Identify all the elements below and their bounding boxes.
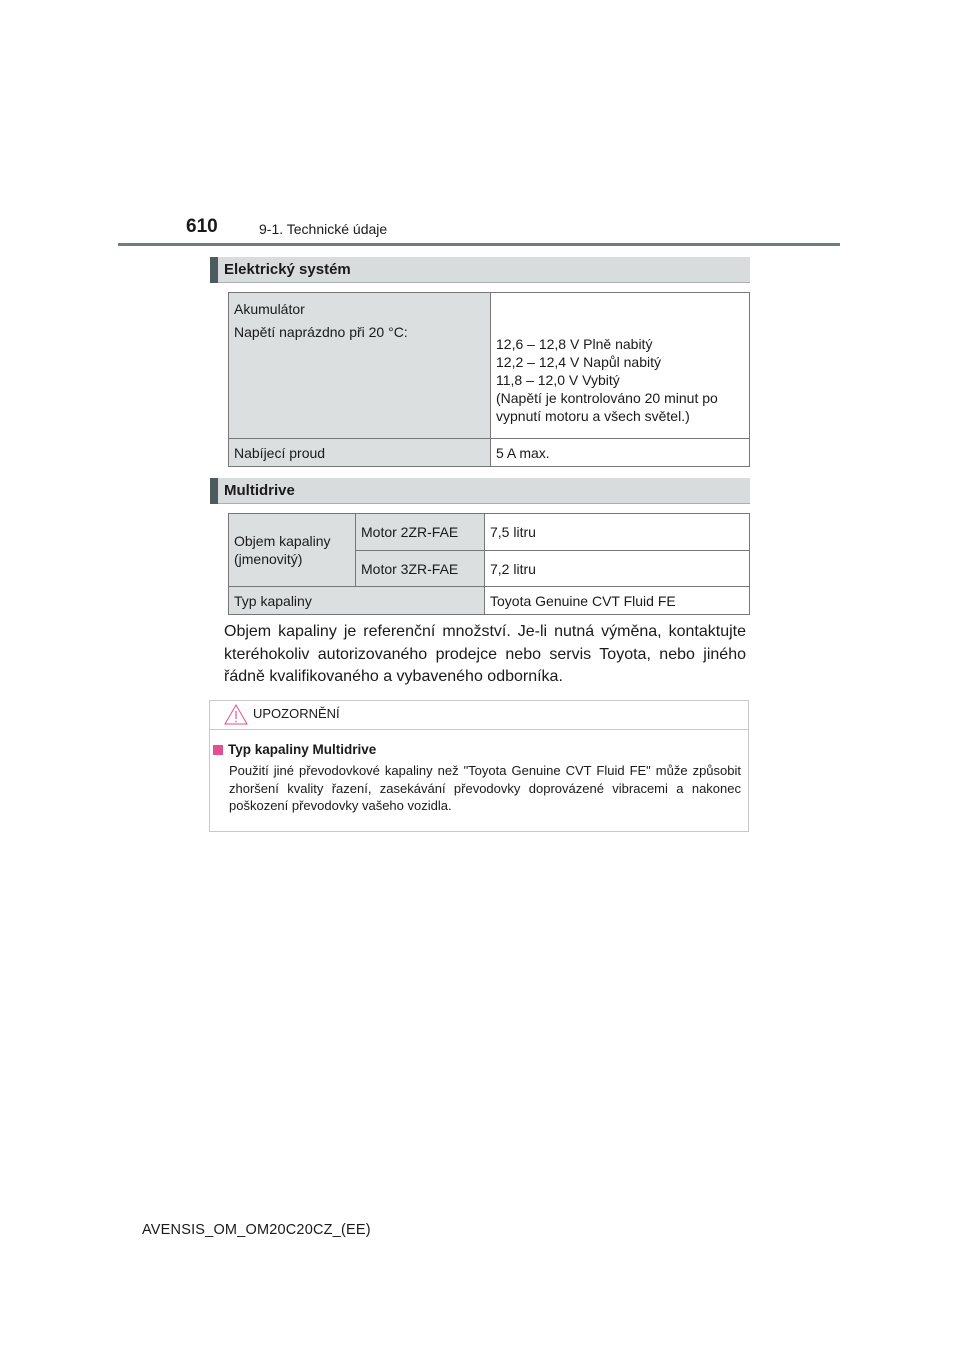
- capacity-label-cell: [229, 514, 356, 587]
- capacity-value: 7,5 litru: [490, 524, 536, 540]
- section-marker: [210, 257, 218, 283]
- battery-label: Akumulátor: [234, 301, 305, 317]
- section-header-electrical: [210, 257, 750, 283]
- voltage-label: Napětí naprázdno při 20 °C:: [234, 324, 408, 340]
- voltage-note: vypnutí motoru a všech světel.): [496, 408, 690, 424]
- warning-text: Použití jiné převodovkové kapaliny než "Toyota Genuine CVT Fluid FE" může způsobit zhoršení kvality řazení, zasekávání převodovky doprovázené vibracemi a nakonec poškození převodovky vašeho vozidla.: [229, 763, 741, 813]
- section-marker: [210, 478, 218, 504]
- page-number: 610: [186, 216, 218, 237]
- section-title: Elektrický systém: [224, 261, 351, 278]
- warning-label: UPOZORNĚNÍ: [253, 706, 340, 721]
- capacity-value: 7,2 litru: [490, 560, 536, 577]
- section-header-multidrive: [210, 478, 750, 504]
- voltage-line: 11,8 – 12,0 V Vybitý: [496, 372, 620, 388]
- capacity-label-sub: (jmenovitý): [234, 551, 303, 567]
- capacity-label: Objem kapaliny: [234, 533, 331, 549]
- charging-value: 5 A max.: [496, 444, 550, 461]
- charging-value-cell: [491, 439, 750, 467]
- fluid-label: Typ kapaliny: [234, 592, 312, 609]
- engine-name: Motor 2ZR-FAE: [361, 524, 459, 540]
- engine-name: Motor 3ZR-FAE: [361, 560, 459, 577]
- engine-cell: [356, 551, 485, 587]
- capacity-value-cell: [485, 551, 750, 587]
- charging-label-cell: [229, 439, 491, 467]
- section-title: Multidrive: [224, 482, 295, 499]
- fluid-label-cell: [229, 587, 485, 615]
- charging-label: Nabíjecí proud: [234, 444, 326, 461]
- chapter-title: 9-1. Technické údaje: [259, 221, 388, 237]
- battery-label-cell: [229, 293, 491, 439]
- voltage-line: 12,6 – 12,8 V Plně nabitý: [496, 336, 653, 352]
- warning-title: Typ kapaliny Multidrive: [228, 742, 377, 757]
- voltage-values-cell: [491, 293, 750, 439]
- bullet-square-icon: [213, 745, 223, 755]
- fluid-value-cell: [485, 587, 750, 615]
- electrical-table: [228, 292, 750, 467]
- engine-cell: [356, 514, 485, 551]
- voltage-note: (Napětí je kontrolováno 20 minut po: [496, 390, 718, 406]
- capacity-note-paragraph: Objem kapaliny je referenční množství. Je-li nutná výměna, kontaktujte kteréhokoliv autorizovaného prodejce nebo servis Toyota, nebo jiného řádně kvalifikovaného a vybaveného odborníka.: [224, 623, 746, 685]
- footer-doc-code: AVENSIS_OM_OM20C20CZ_(EE): [142, 1222, 371, 1238]
- header-divider: [118, 243, 840, 246]
- warning-triangle-icon: [224, 704, 248, 725]
- capacity-value-cell: [485, 514, 750, 551]
- voltage-line: 12,2 – 12,4 V Napůl nabitý: [496, 354, 662, 370]
- fluid-value: Toyota Genuine CVT Fluid FE: [490, 592, 676, 609]
- multidrive-table: [228, 513, 750, 615]
